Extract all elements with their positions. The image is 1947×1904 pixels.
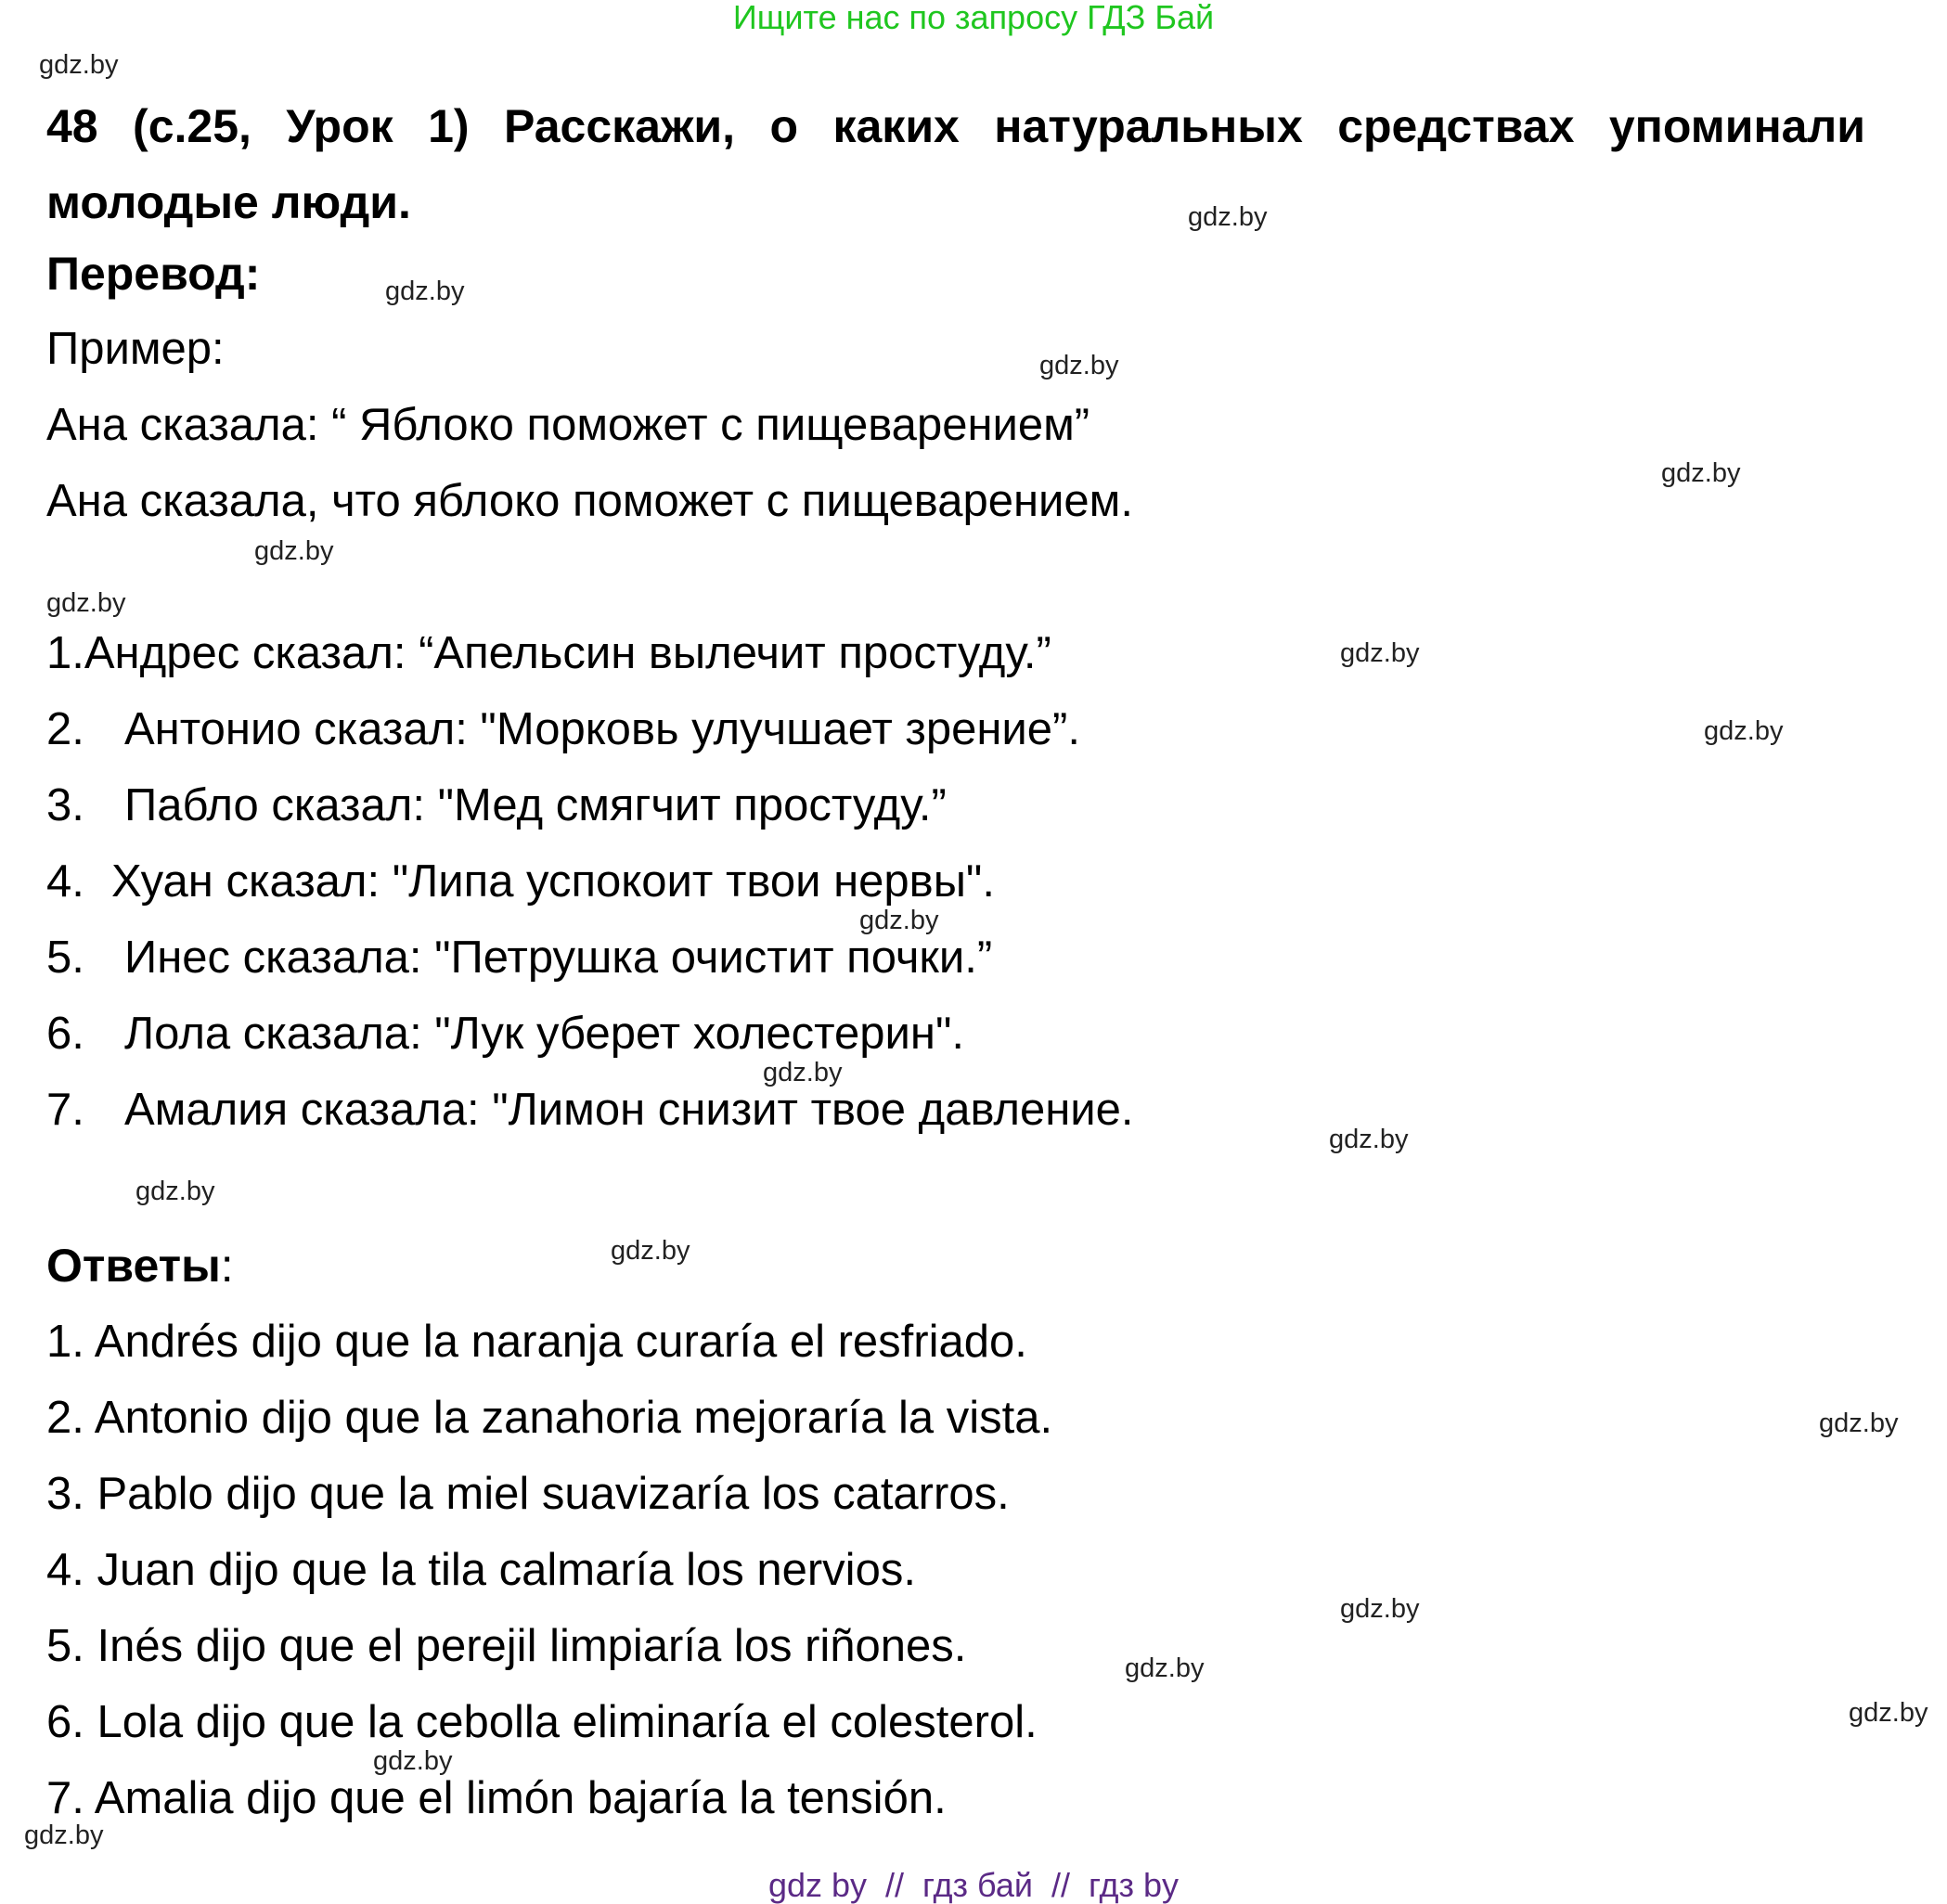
- watermark: gdz.by: [1039, 351, 1119, 380]
- task-title: 48 (с.25, Урок 1) Расскажи, о каких натуральных средствах упоминали молодые люди.: [46, 100, 1865, 228]
- watermark: gdz.by: [1340, 1594, 1420, 1624]
- answers-heading-text: Ответы: [46, 1240, 221, 1292]
- answers-heading: [46, 1238, 234, 1293]
- item-text: Андрес сказал: “Апельсин вылечит простуду.”: [84, 628, 1051, 678]
- item-number: 4.: [46, 856, 84, 907]
- item-number: 2.: [46, 704, 84, 754]
- translation-item: [46, 1006, 964, 1061]
- example-label: Пример:: [46, 324, 225, 374]
- answer-item: 2. Antonio dijo que la zanahoria mejoraría la vista.: [46, 1393, 1053, 1443]
- watermark: gdz.by: [254, 536, 334, 566]
- example-line: Ана сказала, что яблоко поможет с пищеварением.: [46, 476, 1133, 526]
- translation-item: [46, 930, 992, 985]
- answer-item: 7. Amalia dijo que el limón bajaría la tensión.: [46, 1773, 947, 1823]
- footer-link: gdz by: [767, 1866, 868, 1904]
- translation-item: [46, 854, 995, 909]
- watermark: gdz.by: [135, 1177, 215, 1206]
- watermark: gdz.by: [763, 1058, 843, 1087]
- item-text: Лола сказала: "Лук уберет холестерин".: [124, 1009, 964, 1059]
- translation-item: [46, 1082, 1134, 1138]
- item-text: Антонио сказал: "Морковь улучшает зрение”.: [124, 704, 1080, 754]
- translation-item: [46, 778, 947, 833]
- watermark: gdz.by: [24, 1820, 104, 1850]
- footer-separator: //: [1051, 1866, 1070, 1904]
- watermark: gdz.by: [39, 50, 119, 80]
- example-line: Ана сказала: “ Яблоко поможет с пищеварением”: [46, 400, 1090, 450]
- answers-heading-colon: :: [220, 1240, 234, 1292]
- watermark: gdz.by: [1340, 638, 1420, 668]
- item-number: 7.: [46, 1085, 84, 1135]
- answer-item: 1. Andrés dijo que la naranja curaría el resfriado.: [46, 1317, 1027, 1367]
- watermark: gdz.by: [1125, 1653, 1205, 1683]
- watermark: gdz.by: [1849, 1698, 1928, 1728]
- item-text: Хуан сказал: "Липа успокоит твои нервы".: [111, 856, 995, 907]
- item-number: 5.: [46, 933, 84, 983]
- translation-item: [46, 625, 1051, 681]
- answer-item: 5. Inés dijo que el perejil limpiaría los riñones.: [46, 1621, 967, 1671]
- watermark: gdz.by: [373, 1746, 453, 1776]
- footer-separator: //: [885, 1866, 905, 1904]
- item-text: Пабло сказал: "Мед смягчит простуду.”: [124, 780, 947, 830]
- answer-item: 6. Lola dijo que la cebolla eliminaría el colesterol.: [46, 1697, 1038, 1747]
- footer: [0, 1867, 1947, 1904]
- footer-link: гдз by: [1089, 1866, 1180, 1904]
- top-banner: Ищите нас по запросу ГДЗ Бай: [732, 0, 1215, 36]
- watermark: gdz.by: [1819, 1409, 1899, 1438]
- watermark: gdz.by: [385, 277, 465, 306]
- watermark: gdz.by: [1188, 202, 1268, 232]
- footer-link: гдз бай: [922, 1866, 1033, 1904]
- item-text: Инес сказала: "Петрушка очистит почки.”: [124, 933, 993, 983]
- item-number: 3.: [46, 780, 84, 830]
- watermark: gdz.by: [859, 906, 939, 935]
- watermark: gdz.by: [1704, 716, 1784, 746]
- answer-item: 3. Pablo dijo que la miel suavizaría los catarros.: [46, 1469, 1010, 1519]
- answer-item: 4. Juan dijo que la tila calmaría los nervios.: [46, 1545, 916, 1595]
- watermark: gdz.by: [1329, 1125, 1409, 1154]
- item-number: 6.: [46, 1009, 84, 1059]
- translation-heading: Перевод:: [46, 248, 261, 300]
- item-text: Амалия сказала: "Лимон снизит твое давление.: [124, 1085, 1134, 1135]
- translation-item: [46, 701, 1080, 757]
- watermark: gdz.by: [611, 1236, 690, 1266]
- watermark: gdz.by: [1661, 458, 1741, 488]
- item-number: 1.: [46, 628, 84, 678]
- watermark: gdz.by: [46, 588, 126, 618]
